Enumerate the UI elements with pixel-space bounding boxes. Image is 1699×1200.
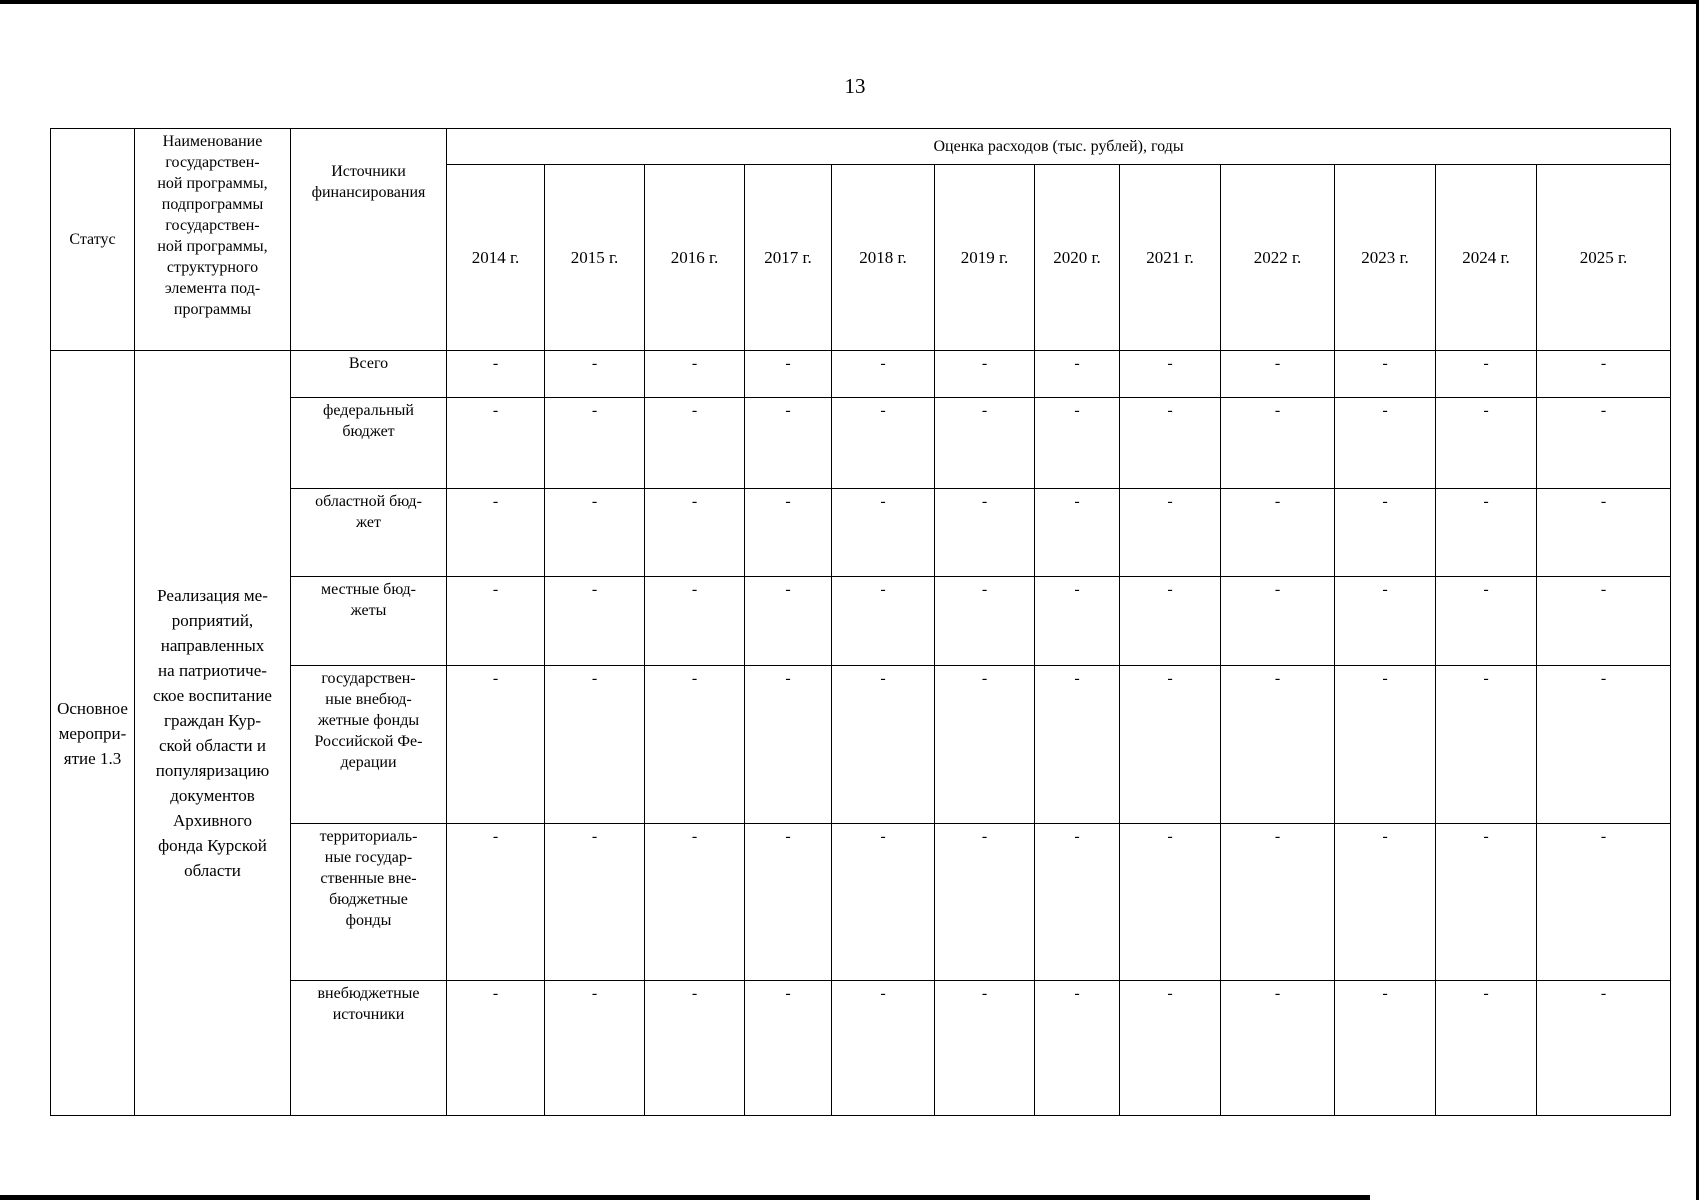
text-line: ной программы, (157, 238, 268, 255)
value-cell: - (545, 577, 645, 666)
text-line: популяризацию (155, 761, 270, 780)
header-expense-estimate: Оценка расходов (тыс. рублей), годы (447, 129, 1671, 165)
text-line: на патриотиче- (158, 661, 267, 680)
value-cell: - (1436, 981, 1537, 1116)
value-cell: - (1035, 666, 1120, 824)
value-cell: - (1537, 398, 1671, 489)
value-cell: - (1120, 398, 1221, 489)
value-cell: - (1537, 824, 1671, 981)
scan-border-bottom (0, 1195, 1370, 1200)
value-cell: - (1120, 666, 1221, 824)
text-line: местные бюд- (321, 581, 416, 598)
value-cell: - (935, 577, 1035, 666)
header-program-name (135, 129, 291, 351)
value-cell: - (1335, 824, 1436, 981)
value-cell: - (1221, 351, 1335, 398)
value-cell: - (832, 666, 935, 824)
text-line: дерации (340, 754, 397, 771)
value-cell: - (645, 398, 745, 489)
header-year-2019: 2019 г. (935, 165, 1035, 351)
value-cell: - (1035, 981, 1120, 1116)
scan-border-top (0, 0, 1699, 4)
text-line: Основное (57, 698, 128, 718)
header-year-2014: 2014 г. (447, 165, 545, 351)
text-line: документов (170, 786, 255, 805)
header-financing-sources (291, 129, 447, 351)
financing-source-cell (291, 489, 447, 577)
header-year-2020: 2020 г. (1035, 165, 1120, 351)
text-line: фонды (345, 912, 392, 929)
text-line: ятие 1.3 (63, 748, 122, 768)
value-cell: - (1221, 398, 1335, 489)
financing-source-cell (291, 351, 447, 398)
value-cell: - (545, 824, 645, 981)
value-cell: - (1035, 351, 1120, 398)
value-cell: - (1335, 577, 1436, 666)
text-line: жеты (350, 602, 387, 619)
table-row (51, 666, 1671, 824)
value-cell: - (1537, 489, 1671, 577)
text-line: направленных (160, 636, 265, 655)
text-line: государствен- (321, 670, 416, 687)
header-year-2018: 2018 г. (832, 165, 935, 351)
value-cell: - (545, 489, 645, 577)
value-cell: - (447, 351, 545, 398)
value-cell: - (447, 824, 545, 981)
text-line: ные внебюд- (325, 691, 412, 708)
value-cell: - (745, 666, 832, 824)
header-year-2025: 2025 г. (1537, 165, 1671, 351)
text-line: федеральный (323, 402, 414, 419)
financing-source-cell (291, 577, 447, 666)
table-row (51, 981, 1671, 1116)
text-line: государствен- (165, 217, 260, 234)
value-cell: - (1335, 351, 1436, 398)
value-cell: - (1221, 577, 1335, 666)
value-cell: - (1035, 489, 1120, 577)
value-cell: - (1537, 981, 1671, 1116)
financing-source-cell (291, 398, 447, 489)
program-name-cell (135, 351, 291, 1116)
text-line: жет (356, 514, 381, 531)
text-line: ственные вне- (320, 870, 417, 887)
text-line: меропри- (58, 723, 127, 743)
value-cell: - (1335, 666, 1436, 824)
table-row (51, 398, 1671, 489)
text-line: граждан Кур- (163, 711, 262, 730)
value-cell: - (1436, 489, 1537, 577)
text-line: области (184, 861, 241, 880)
value-cell: - (1436, 351, 1537, 398)
text-line: Наименование (162, 133, 263, 150)
value-cell: - (447, 666, 545, 824)
value-cell: - (645, 824, 745, 981)
header-year-2015: 2015 г. (545, 165, 645, 351)
value-cell: - (1120, 351, 1221, 398)
text-line: элемента под- (164, 280, 261, 297)
text-line: жетные фонды (317, 712, 420, 729)
text-line: ные государ- (324, 849, 413, 866)
text-line: ское воспитание (153, 686, 272, 705)
value-cell: - (832, 398, 935, 489)
header-row-top (51, 129, 1671, 165)
financing-source-cell (291, 666, 447, 824)
text-line: фонда Курской (158, 836, 267, 855)
text-line: структурного (166, 259, 259, 276)
text-line: территориаль- (319, 828, 418, 845)
text-line: программы (173, 301, 252, 318)
value-cell: - (1537, 351, 1671, 398)
value-cell: - (645, 666, 745, 824)
header-year-2022: 2022 г. (1221, 165, 1335, 351)
value-cell: - (745, 824, 832, 981)
value-cell: - (935, 981, 1035, 1116)
value-cell: - (1221, 666, 1335, 824)
financing-source-cell (291, 824, 447, 981)
text-line: Российской Фе- (314, 733, 423, 750)
text-line: источники (332, 1006, 405, 1023)
table-row (51, 577, 1671, 666)
value-cell: - (935, 489, 1035, 577)
value-cell: - (645, 351, 745, 398)
text-line: бюджетные (329, 891, 408, 908)
value-cell: - (1035, 824, 1120, 981)
value-cell: - (832, 489, 935, 577)
value-cell: - (545, 398, 645, 489)
value-cell: - (1436, 577, 1537, 666)
value-cell: - (745, 981, 832, 1116)
value-cell: - (447, 577, 545, 666)
text-line: областной бюд- (315, 493, 422, 510)
value-cell: - (1035, 577, 1120, 666)
text-line: подпрограммы (161, 196, 264, 213)
value-cell: - (1335, 981, 1436, 1116)
value-cell: - (645, 981, 745, 1116)
value-cell: - (1436, 824, 1537, 981)
value-cell: - (832, 981, 935, 1116)
text-line: Всего (348, 355, 389, 372)
text-line: ной программы, (157, 175, 268, 192)
value-cell: - (1120, 577, 1221, 666)
text-line: внебюджетные (317, 985, 420, 1002)
value-cell: - (645, 577, 745, 666)
value-cell: - (1335, 489, 1436, 577)
value-cell: - (935, 666, 1035, 824)
value-cell: - (1436, 666, 1537, 824)
value-cell: - (1120, 489, 1221, 577)
value-cell: - (832, 577, 935, 666)
value-cell: - (545, 981, 645, 1116)
text-line: Реализация ме- (157, 586, 268, 605)
header-year-2023: 2023 г. (1335, 165, 1436, 351)
value-cell: - (745, 351, 832, 398)
value-cell: - (1120, 981, 1221, 1116)
value-cell: - (935, 351, 1035, 398)
budget-table (50, 128, 1671, 1116)
table-row (51, 489, 1671, 577)
value-cell: - (745, 577, 832, 666)
page-number: 13 (844, 74, 866, 98)
value-cell: - (545, 351, 645, 398)
value-cell: - (1537, 666, 1671, 824)
text-line: Архивного (172, 811, 253, 830)
value-cell: - (1537, 577, 1671, 666)
text-line: Источники (331, 163, 406, 180)
value-cell: - (545, 666, 645, 824)
value-cell: - (935, 824, 1035, 981)
value-cell: - (832, 824, 935, 981)
value-cell: - (935, 398, 1035, 489)
value-cell: - (745, 489, 832, 577)
table-row (51, 351, 1671, 398)
header-year-2017: 2017 г. (745, 165, 832, 351)
value-cell: - (1035, 398, 1120, 489)
table-row (51, 824, 1671, 981)
status-cell (51, 351, 135, 1116)
header-year-2021: 2021 г. (1120, 165, 1221, 351)
text-line: бюджет (342, 423, 395, 440)
text-line: государствен- (165, 154, 260, 171)
value-cell: - (645, 489, 745, 577)
value-cell: - (1221, 824, 1335, 981)
table-body (51, 129, 1671, 1116)
value-cell: - (1436, 398, 1537, 489)
value-cell: - (447, 981, 545, 1116)
text-line: финансирования (311, 184, 426, 201)
value-cell: - (1335, 398, 1436, 489)
value-cell: - (745, 398, 832, 489)
header-year-2024: 2024 г. (1436, 165, 1537, 351)
value-cell: - (832, 351, 935, 398)
financing-source-cell (291, 981, 447, 1116)
header-year-2016: 2016 г. (645, 165, 745, 351)
value-cell: - (1221, 981, 1335, 1116)
value-cell: - (447, 489, 545, 577)
value-cell: - (447, 398, 545, 489)
value-cell: - (1221, 489, 1335, 577)
value-cell: - (1120, 824, 1221, 981)
header-status: Статус (51, 129, 135, 351)
text-line: роприятий, (171, 611, 254, 630)
text-line: ской области и (159, 736, 266, 755)
